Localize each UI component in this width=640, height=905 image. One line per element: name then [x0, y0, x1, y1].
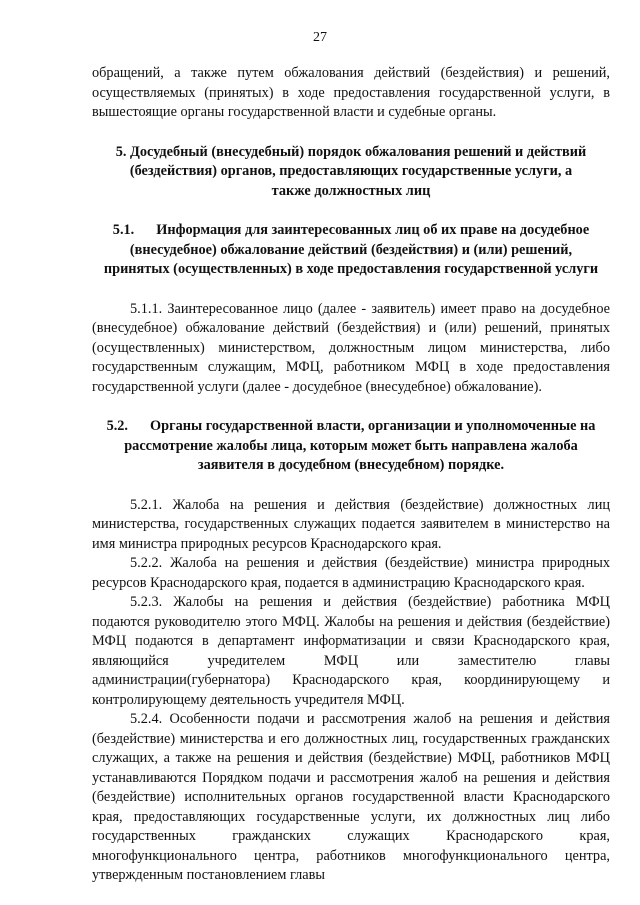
section-5-1-title: Информация для заинтересованных лиц об их праве на досудебное (внесудебное) обжалование действий (бездействия) и (или) решений, принятых (осуществленных) в ходе предоставления государственной услуги	[103, 222, 599, 277]
paragraph-5-2-1: 5.2.1. Жалоба на решения и действия (бездействие) должностных лиц министерства, государственных служащих подается заявителем в министерство на имя министра природных ресурсов Краснодарского края.	[92, 496, 610, 552]
section-5-1-heading	[92, 221, 610, 280]
section-5-2-heading	[92, 417, 610, 476]
section-5-2-title: Органы государственной власти, организации и уполномоченные на рассмотрение жалобы лица, которым может быть направлена жалоба заявителя в досудебном (внесудебном) порядке.	[124, 418, 596, 473]
document-body	[92, 64, 610, 886]
intro-paragraph: обращений, а также путем обжалования действий (бездействия) и решений, осуществляемых (принятых) в ходе предоставления государственной услуги, в вышестоящие органы государственной власти и судебные органы.	[92, 65, 610, 120]
paragraph-5-2-2: 5.2.2. Жалоба на решения и действия (бездействие) министра природных ресурсов Краснодарского края, подается в администрацию Краснодарского края.	[92, 555, 610, 591]
section-5-heading: 5. Досудебный (внесудебный) порядок обжалования решений и действий (бездействия) органов, предоставляющих государственные услуги, а также должностных лиц	[115, 143, 587, 199]
paragraph-5-1-1: 5.1.1. Заинтересованное лицо (далее - заявитель) имеет право на досудебное (внесудебное) обжалование действий (бездействия) и (или) решений, принятых (осуществленных) министерством, должностным лицом министерства, либо государственным служащим, МФЦ, работником МФЦ в ходе предоставления государственной услуги (далее - досудебное (внесудебное) обжалование).	[92, 300, 610, 395]
paragraph-5-2-3: 5.2.3. Жалобы на решения и действия (бездействие) работника МФЦ подаются руководителю этого МФЦ. Жалобы на решения и действия (бездействие) МФЦ подаются в департамент информатизации и связи Краснодарского края, являющийся учредителем МФЦ или заместителю главы администрации(губернатора) Краснодарского края, координирующему и контролирующему деятельность учредителя МФЦ.	[92, 594, 610, 708]
section-5-1-number: 5.1.	[112, 222, 135, 238]
paragraph-5-2-4: 5.2.4. Особенности подачи и рассмотрения жалоб на решения и действия (бездействие) министерства и его должностных лиц, государственных гражданских служащих, а также на решения и действия (бездействие) МФЦ, работников МФЦ устанавливаются Порядком подачи и рассмотрения жалоб на решения и действия (бездействие) исполнительных органов государственной власти Краснодарского края, предоставляющих государственные услуги, их должностных лиц либо государственных гражданских служащих Краснодарского края, многофункционального центра, работников многофункционального центра, утвержденным постановлением главы	[92, 711, 610, 883]
section-5-2-number: 5.2.	[106, 418, 129, 434]
page-number: 27	[313, 30, 327, 45]
